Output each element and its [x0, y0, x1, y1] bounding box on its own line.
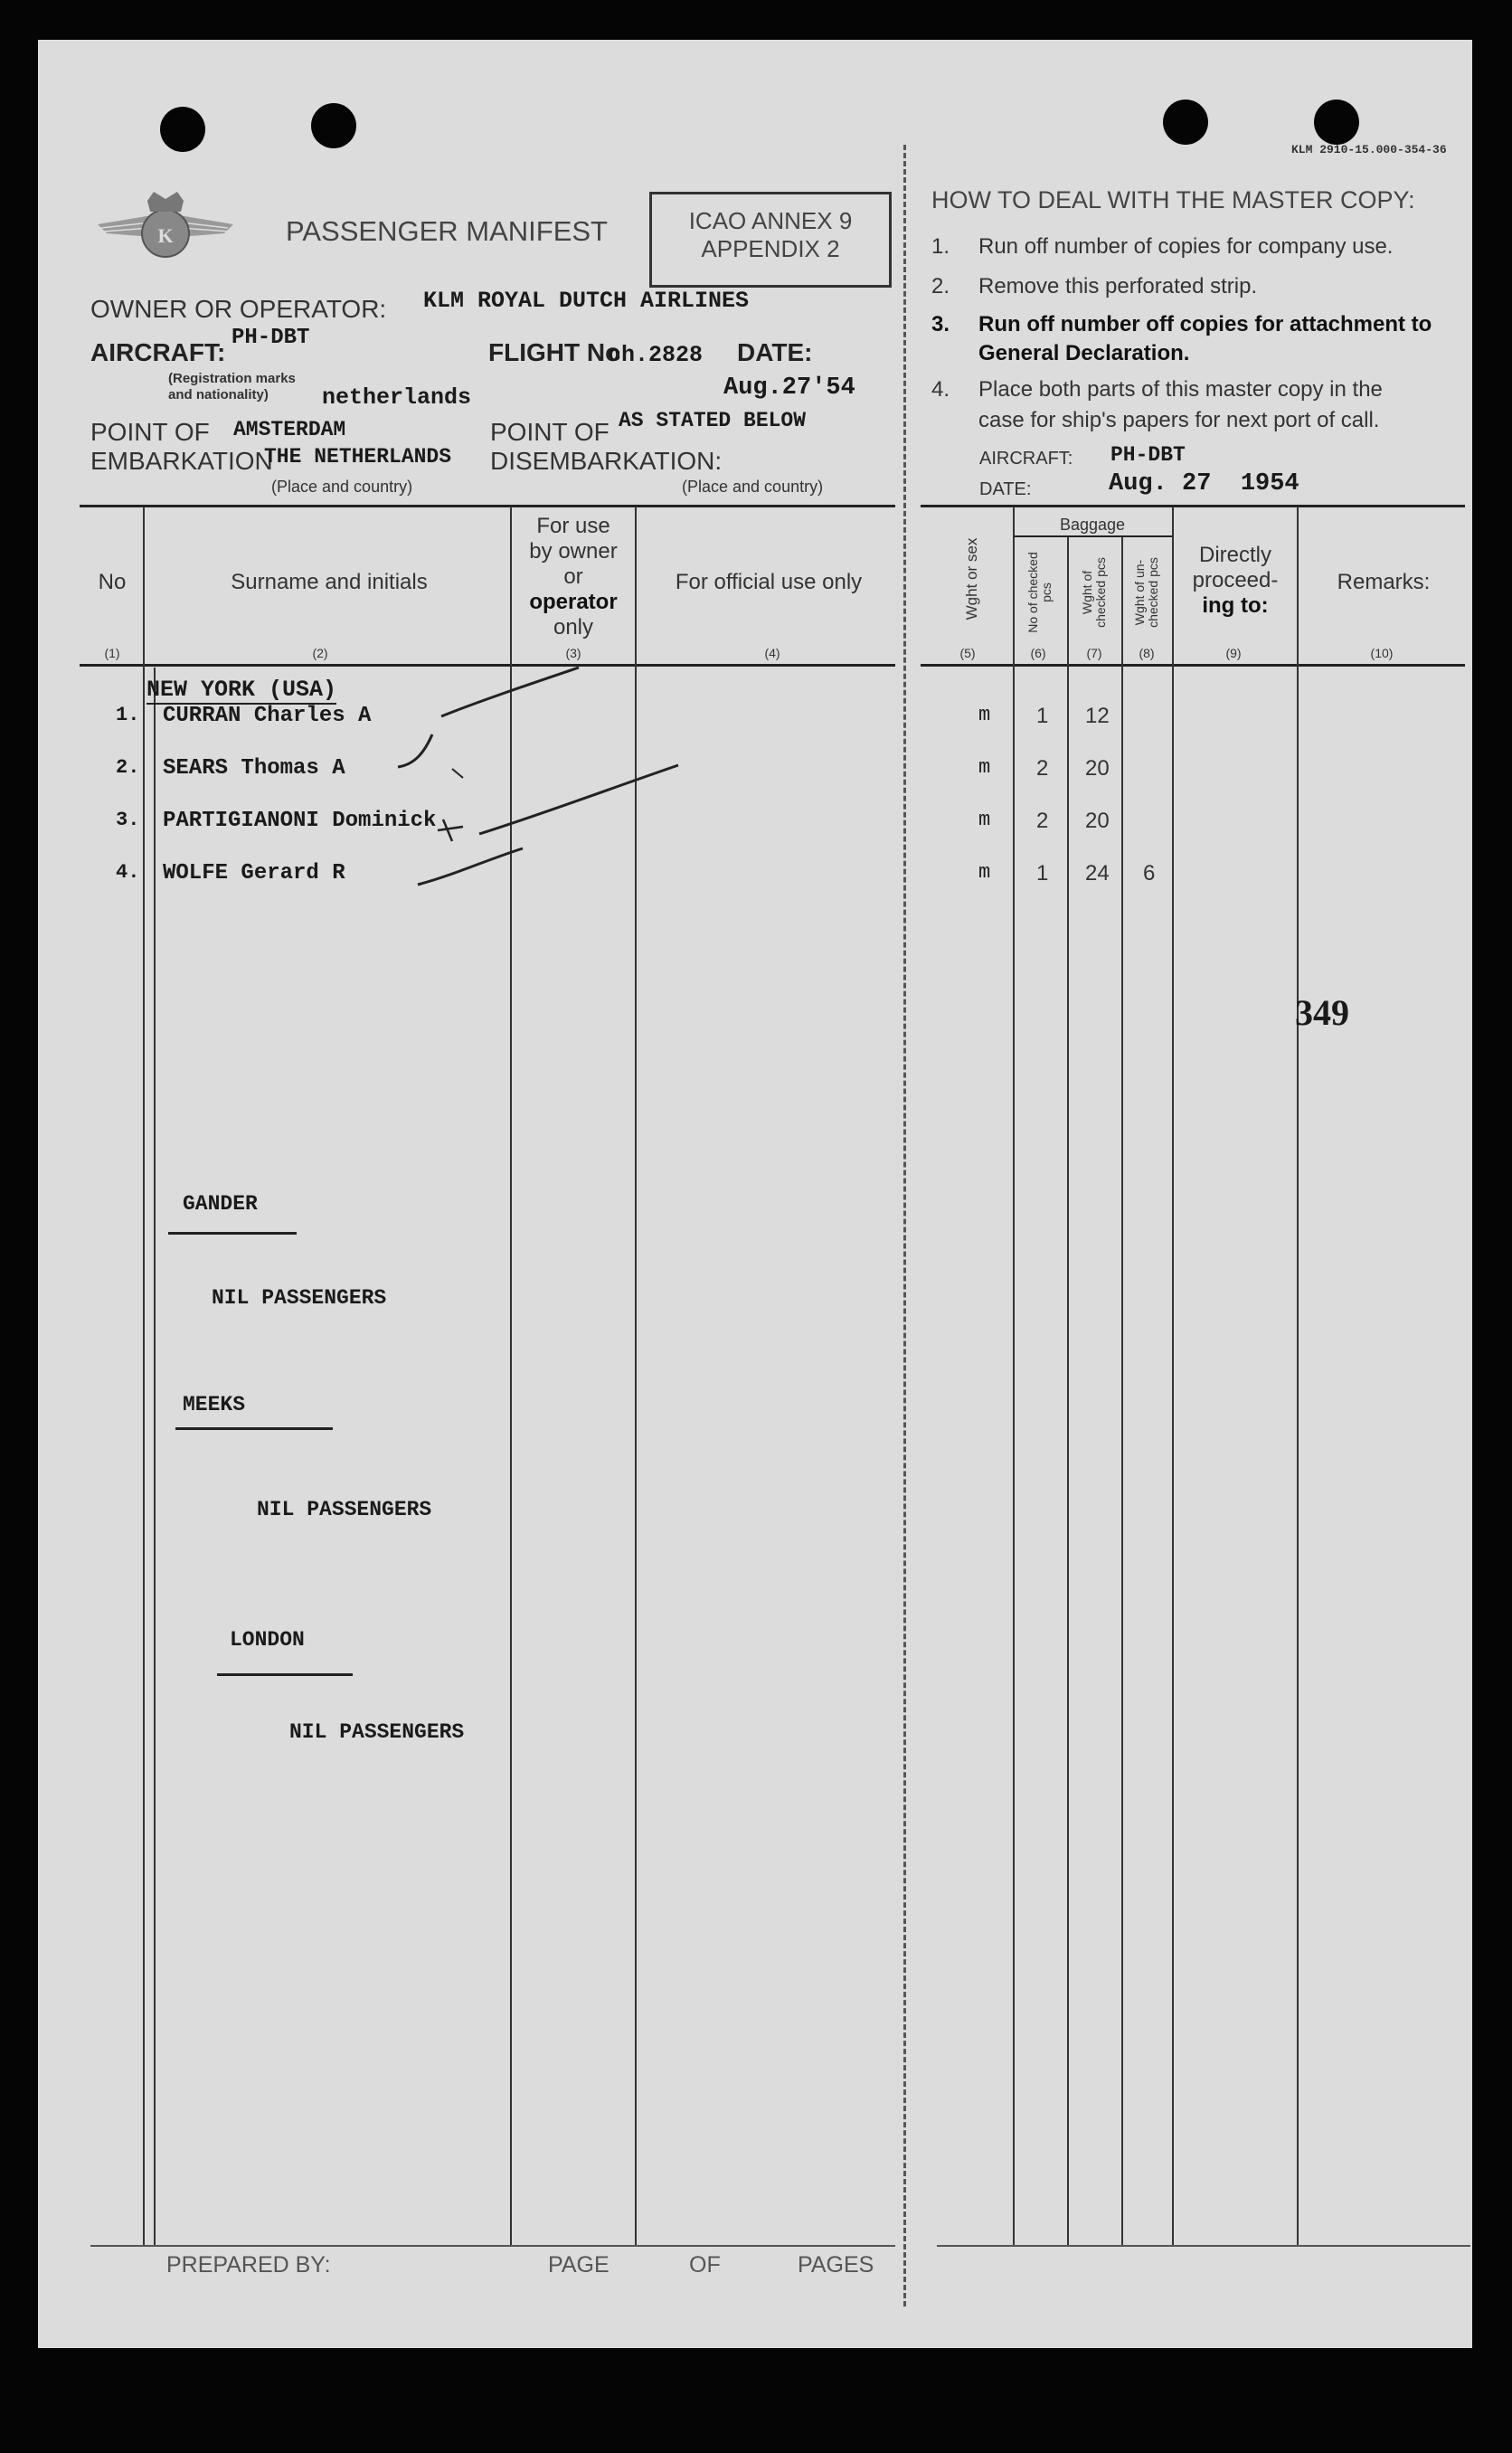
- col-head-no: No: [98, 570, 127, 594]
- disembark-label1: POINT OF: [490, 418, 610, 446]
- owner-use-line: or: [563, 564, 583, 589]
- owner-use-line: by owner: [529, 539, 618, 564]
- table-head-rule-right: [921, 664, 1465, 667]
- flight-value: ch.2828: [608, 342, 704, 368]
- owner-label: OWNER OR OPERATOR:: [90, 295, 387, 323]
- date-label: DATE:: [737, 338, 813, 366]
- owner-use-line: operator: [529, 590, 618, 614]
- col-head-wght-sex: Wght or sex: [963, 537, 980, 620]
- instruction-text: case for ship's papers for next port of call.: [978, 408, 1380, 432]
- punch-hole: [1163, 99, 1208, 145]
- stamp-number: 349: [1295, 992, 1349, 1033]
- col-line: [154, 668, 156, 2245]
- col-line: [1172, 507, 1174, 2245]
- instruction-text: Run off number off copies for attachment to: [978, 312, 1432, 336]
- passenger-pcs: 1: [1036, 861, 1049, 886]
- col-head-owner-use: [512, 514, 635, 640]
- col-num: (1): [104, 646, 120, 660]
- passenger-name: PARTIGIANONI Dominick: [163, 809, 437, 833]
- passenger-no: 2.: [116, 756, 140, 779]
- col-num: (8): [1139, 646, 1155, 660]
- col-head-wght-unchecked: Wght of un-checked pcs: [1132, 557, 1160, 628]
- table-bottom-rule-left: [90, 2245, 895, 2247]
- strip-aircraft-label: AIRCRAFT:: [979, 449, 1073, 469]
- strip-date-label: DATE:: [979, 479, 1032, 499]
- icao-annex-box: [649, 192, 892, 288]
- section-underline: [168, 1232, 297, 1235]
- instruction-text: Remove this perforated strip.: [978, 274, 1258, 298]
- passenger-sex: m: [978, 704, 991, 726]
- aircraft-note2: and nationality): [168, 387, 269, 403]
- punch-hole: [160, 107, 205, 152]
- perforation-line: [903, 145, 906, 2306]
- section-underline: [175, 1427, 333, 1430]
- passenger-name: WOLFE Gerard R: [163, 861, 345, 886]
- annex-line2: APPENDIX 2: [701, 235, 840, 262]
- section-underline: [217, 1673, 353, 1676]
- passenger-sex: m: [978, 756, 991, 779]
- instruction-text: General Declaration.: [978, 341, 1190, 365]
- passenger-name: SEARS Thomas A: [163, 756, 345, 781]
- embark-label1: POINT OF: [90, 418, 210, 446]
- col-head-baggage: Baggage: [1059, 516, 1126, 534]
- strip-aircraft-value: PH-DBT: [1110, 443, 1186, 467]
- aircraft-note1: (Registration marks: [168, 371, 296, 386]
- annex-line1: ICAO ANNEX 9: [688, 207, 853, 234]
- instruction-num: 4.: [931, 377, 950, 402]
- passenger-no: 4.: [116, 861, 140, 884]
- pages-label: PAGES: [798, 2252, 874, 2278]
- passenger-unchecked: 6: [1143, 861, 1156, 886]
- passenger-no: 3.: [116, 809, 140, 831]
- section-note: NIL PASSENGERS: [289, 1720, 465, 1744]
- passenger-wght: 12: [1085, 704, 1110, 728]
- klm-logo: [98, 188, 233, 270]
- date-value: Aug.27'54: [723, 374, 855, 402]
- prepared-by: PREPARED BY:: [166, 2252, 331, 2278]
- strip-date-value: Aug. 27 1954: [1109, 470, 1299, 497]
- col-head-no-checked: No of checked pcs: [1025, 552, 1054, 633]
- instruction-3: [931, 309, 1432, 365]
- col-line: [143, 507, 145, 2245]
- owner-use-line: only: [553, 615, 594, 639]
- owner-use-line: For use: [536, 514, 610, 538]
- col-line: [1121, 537, 1123, 2245]
- table-head-rule-left: [80, 664, 895, 667]
- section-note: NIL PASSENGERS: [212, 1286, 387, 1310]
- col-line: [1297, 507, 1299, 2245]
- table-top-rule-right: [921, 505, 1465, 507]
- table-bottom-rule-right: [937, 2245, 1470, 2247]
- col-num: (9): [1225, 646, 1242, 660]
- instruction-num: 2.: [931, 274, 950, 298]
- passenger-no: 1.: [116, 704, 140, 726]
- form-code: KLM 2910-15.000-354-36: [1291, 143, 1447, 156]
- col-num: (6): [1030, 646, 1046, 660]
- col-num: (4): [764, 646, 780, 660]
- owner-value: KLM ROYAL DUTCH AIRLINES: [423, 288, 750, 314]
- destination-heading: NEW YORK (USA): [146, 677, 337, 703]
- instruction-1: [931, 232, 1394, 262]
- instruction-text: Place both parts of this master copy in the: [978, 377, 1383, 402]
- punch-hole: [311, 103, 356, 148]
- col-head-remarks: Remarks:: [1337, 570, 1431, 594]
- directly-line: proceed-: [1192, 568, 1279, 592]
- passenger-pcs: 1: [1036, 704, 1049, 728]
- table-top-rule-left: [80, 505, 895, 507]
- page-label: PAGE: [548, 2252, 610, 2278]
- col-num: (3): [565, 646, 581, 660]
- col-num: (2): [312, 646, 328, 660]
- passenger-wght: 20: [1085, 756, 1110, 781]
- col-line: [1013, 507, 1015, 2245]
- passenger-wght: 20: [1085, 809, 1110, 833]
- col-line: [1067, 537, 1069, 2245]
- svg-text:K: K: [157, 224, 174, 247]
- col-num: (10): [1370, 646, 1394, 660]
- passenger-pcs: 2: [1036, 756, 1049, 781]
- passenger-name: CURRAN Charles A: [163, 704, 372, 728]
- instruction-text: Run off number of copies for company use.: [978, 234, 1394, 259]
- section-place: LONDON: [230, 1628, 305, 1652]
- passenger-sex: m: [978, 809, 991, 831]
- punch-hole: [1314, 99, 1359, 145]
- embark-value1: AMSTERDAM: [233, 418, 346, 441]
- section-place: MEEKS: [183, 1393, 246, 1416]
- passenger-wght: 24: [1085, 861, 1110, 886]
- instruction-2: [931, 271, 1258, 302]
- disembark-value: AS STATED BELOW: [619, 409, 807, 432]
- instruction-num: 3.: [931, 312, 950, 336]
- col-head-official: For official use only: [675, 570, 863, 594]
- passenger-sex: m: [978, 861, 991, 884]
- aircraft-label: AIRCRAFT:: [90, 338, 226, 366]
- directly-line: Directly: [1198, 543, 1271, 567]
- section-note: NIL PASSENGERS: [257, 1498, 432, 1521]
- aircraft-value: PH-DBT: [232, 326, 310, 350]
- flight-label: FLIGHT No: [488, 338, 621, 366]
- col-line: [510, 507, 512, 2245]
- disembark-place-note: (Place and country): [682, 478, 824, 496]
- col-line: [635, 507, 637, 2245]
- col-head-directly: [1174, 543, 1297, 619]
- embark-place-note: (Place and country): [271, 478, 413, 496]
- manifest-title: PASSENGER MANIFEST: [286, 215, 608, 247]
- instruction-num: 1.: [931, 234, 950, 259]
- col-num: (5): [959, 646, 976, 660]
- instruction-4: [931, 374, 1383, 432]
- passenger-pcs: 2: [1036, 809, 1049, 833]
- directly-line: ing to:: [1202, 593, 1269, 618]
- nationality-value: netherlands: [322, 384, 472, 411]
- section-place: GANDER: [183, 1192, 258, 1216]
- of-label: OF: [689, 2252, 721, 2278]
- col-head-surname: Surname and initials: [231, 570, 428, 594]
- embark-value2: THE NETHERLANDS: [264, 445, 452, 469]
- embark-label2: EMBARKATION: [90, 447, 273, 475]
- col-head-wght-checked: Wght of checked pcs: [1080, 557, 1108, 628]
- disembark-label2: DISEMBARKATION:: [490, 447, 723, 475]
- instructions-title: HOW TO DEAL WITH THE MASTER COPY:: [931, 186, 1415, 213]
- col-num: (7): [1086, 646, 1102, 660]
